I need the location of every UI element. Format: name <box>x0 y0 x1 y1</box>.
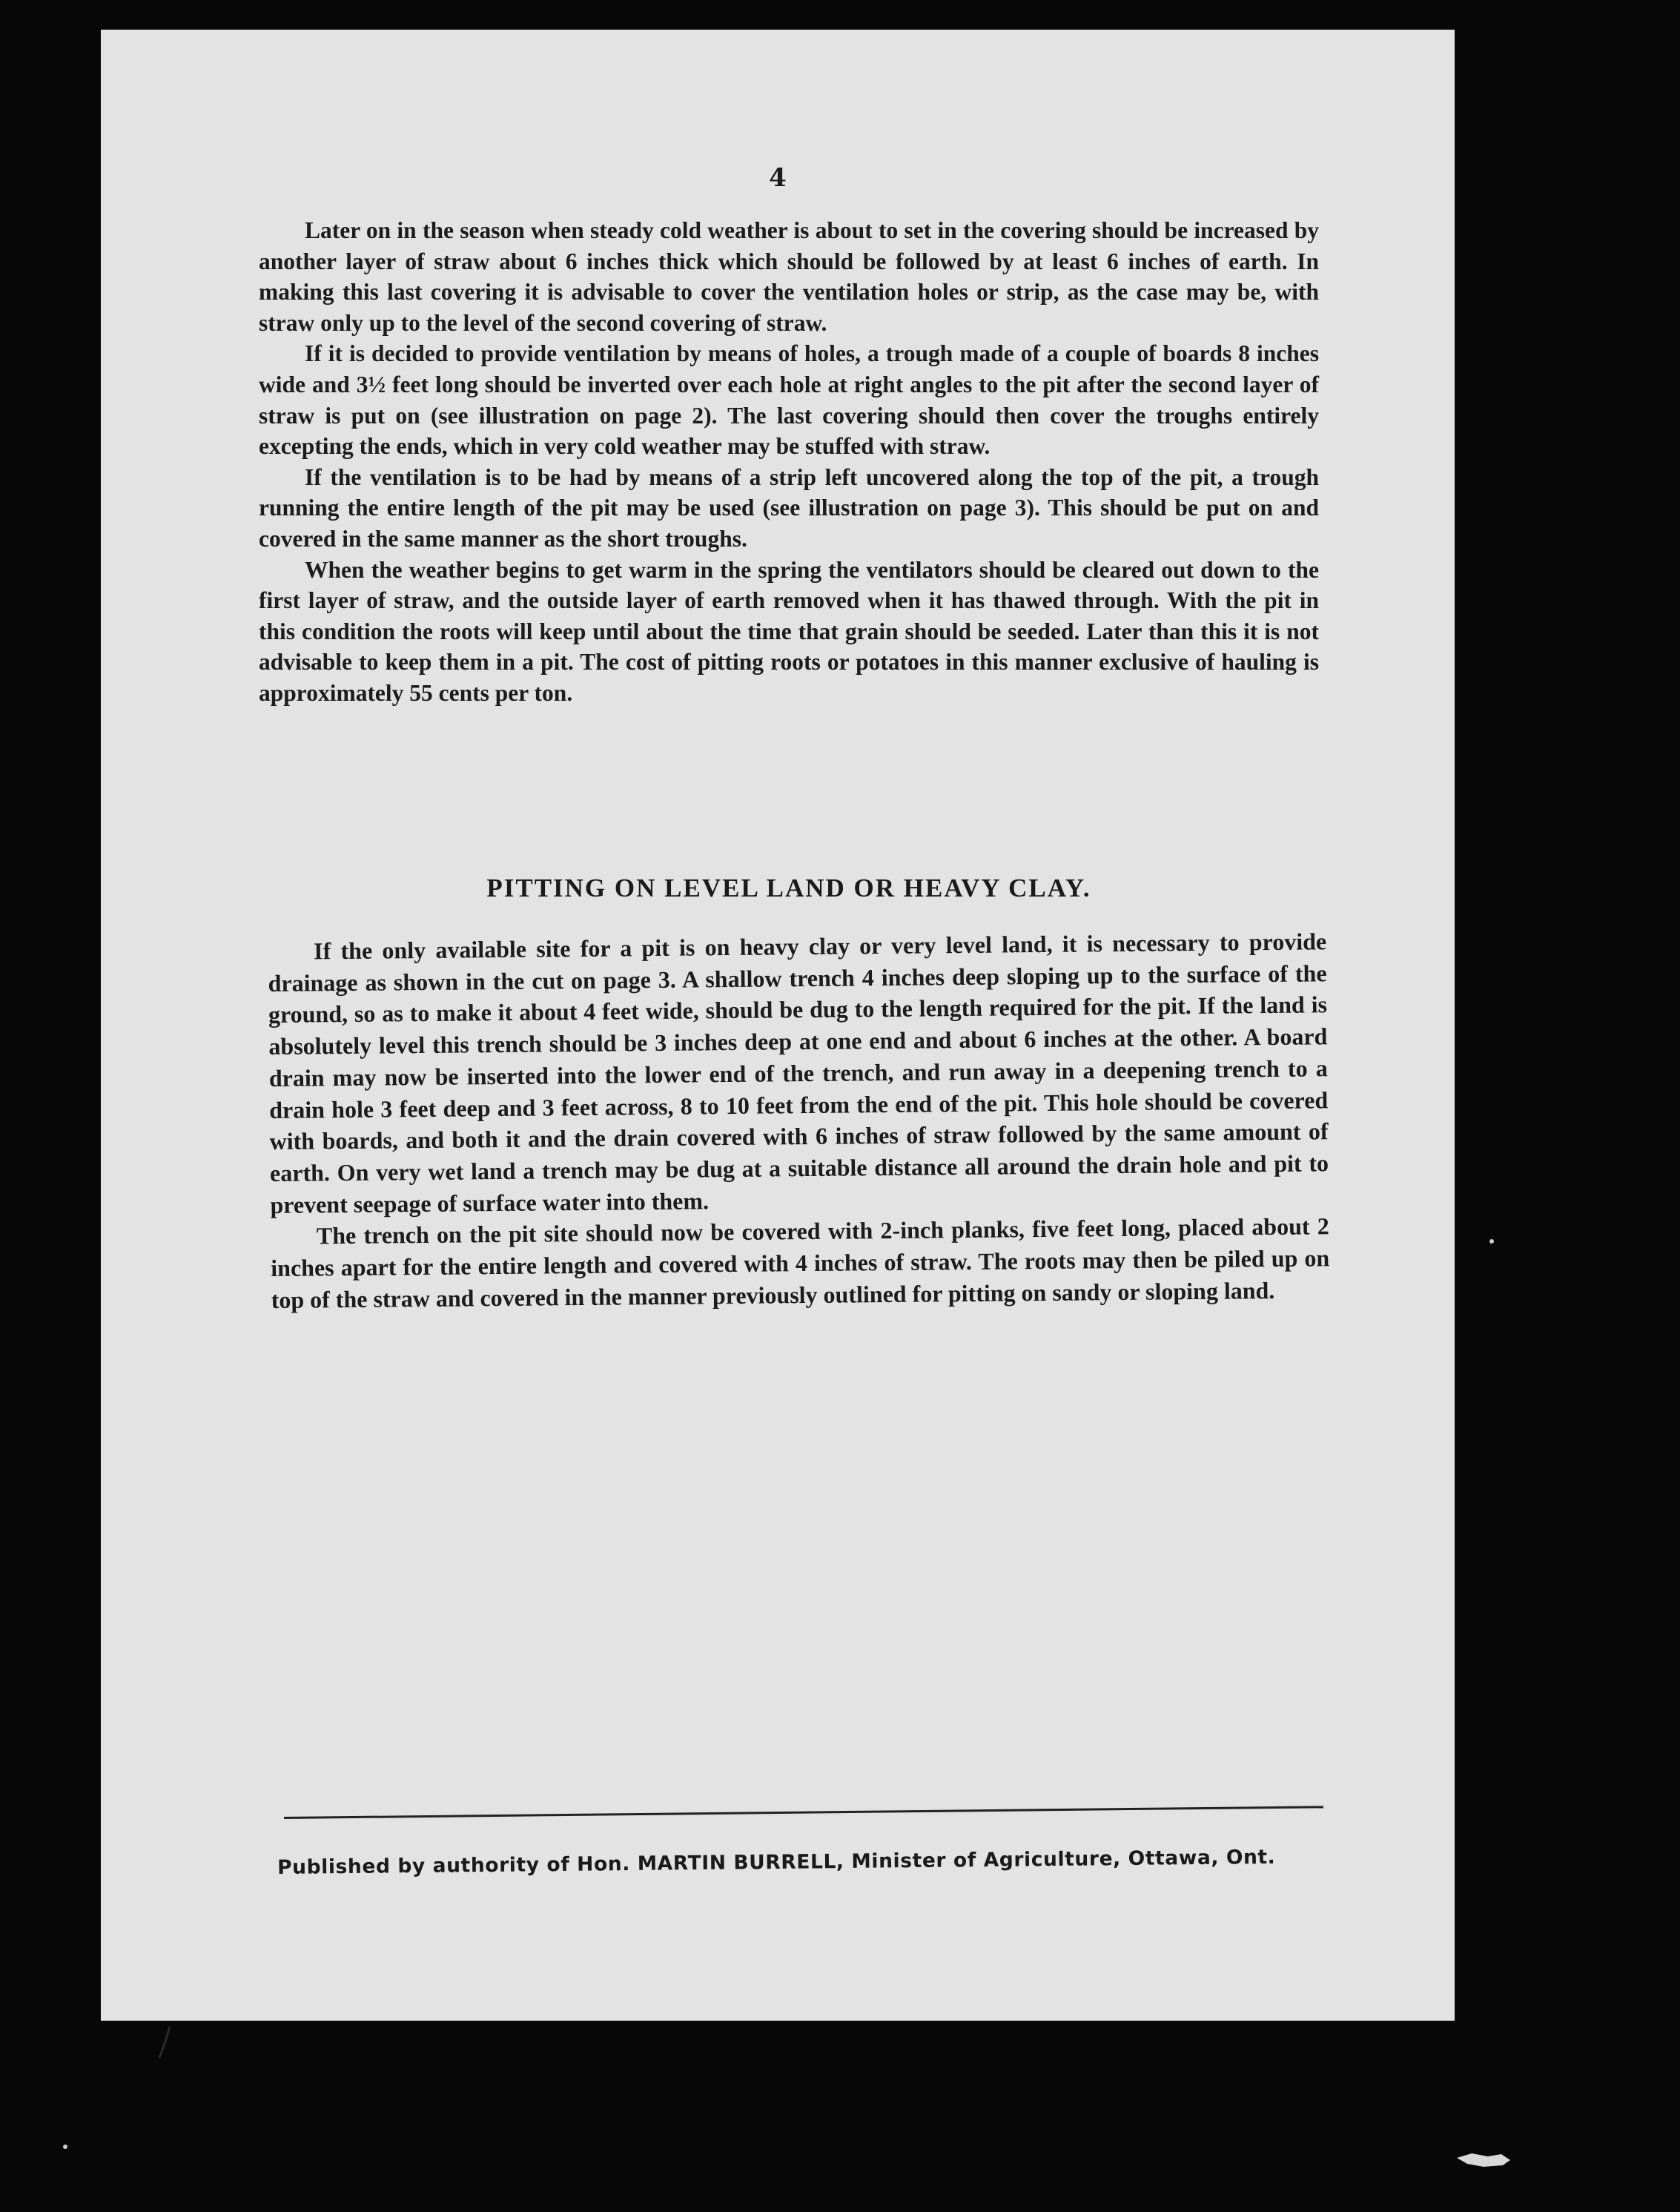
page-number: 4 <box>769 163 787 193</box>
paragraph: When the weather begins to get warm in the spring the ventilators should be cleared out down to the first layer of straw, and the outside layer of earth removed when it has thawed through. With the pit in this condition the roots will keep until about the time that grain should be seeded. Later than this it is not advisable to keep them in a pit. The cost of pitting roots or potatoes in this manner exclusive of hauling is approximately 55 cents per ton. <box>259 556 1319 706</box>
scan-speck <box>63 2145 67 2149</box>
publisher-footer: Published by authority of Hon. MARTIN BURRELL, Minister of Agriculture, Ottawa, Ont. <box>277 1845 1276 1879</box>
section-heading: PITTING ON LEVEL LAND OR HEAVY CLAY. <box>486 874 1091 902</box>
paragraph: If the ventilation is to be had by means of a strip left uncovered along the top of the pit, a trough running the entire length of the pit may be used (see illustration on page 3). This should be put on and covered in the same manner as the short troughs. <box>259 463 1319 552</box>
paragraph: Later on in the season when steady cold weather is about to set in the covering should be increased by another layer of straw about 6 inches thick which should be followed by at least 6 inches of earth. In making this last covering it is advisable to cover the ventilation holes or strip, as the case may be, with straw only up to the level of the second covering of straw. <box>259 217 1319 336</box>
paragraph: If it is decided to provide ventilation by means of holes, a trough made of a couple of boards 8 inches wide and 3½ feet long should be inverted over each hole at right angles to the pit after the second layer of straw is put on (see illustration on page 2). The last covering should then cover the troughs entirely excepting the ends, which in very cold weather may be stuffed with straw. <box>259 340 1319 460</box>
scan-speck <box>1457 2153 1510 2167</box>
scan-scratch <box>159 2027 170 2058</box>
paragraph: The trench on the pit site should now be covered with 2-inch planks, five feet long, placed about 2 inches apart for the entire length and covered with 4 inches of straw. The roots may then be piled up on top of the straw and covered in the manner previously outlined for pitting on sandy or sloping land. <box>271 1212 1330 1313</box>
paragraph: If the only available site for a pit is on heavy clay or very level land, it is necessary to provide drainage as shown in the cut on page 3. A shallow trench 4 inches deep sloping up to the surface of the ground, so as to make it about 4 feet wide, should be dug to the length required for the pit. If the land is absolutely level this trench should be 3 inches deep at one end and about 6 inches at the other. A board drain may now be inserted into the lower end of the trench, and run away in a deepening trench to a drain hole 3 feet deep and 3 feet across, 8 to 10 feet from the end of the pit. This hole should be covered with boards, and both it and the drain covered with 6 inches of straw followed by the same amount of earth. On very wet land a trench may be dug at a suitable distance all around the drain hole and pit to prevent seepage of surface water into them. <box>268 928 1329 1218</box>
scan-speck <box>1489 1239 1494 1244</box>
